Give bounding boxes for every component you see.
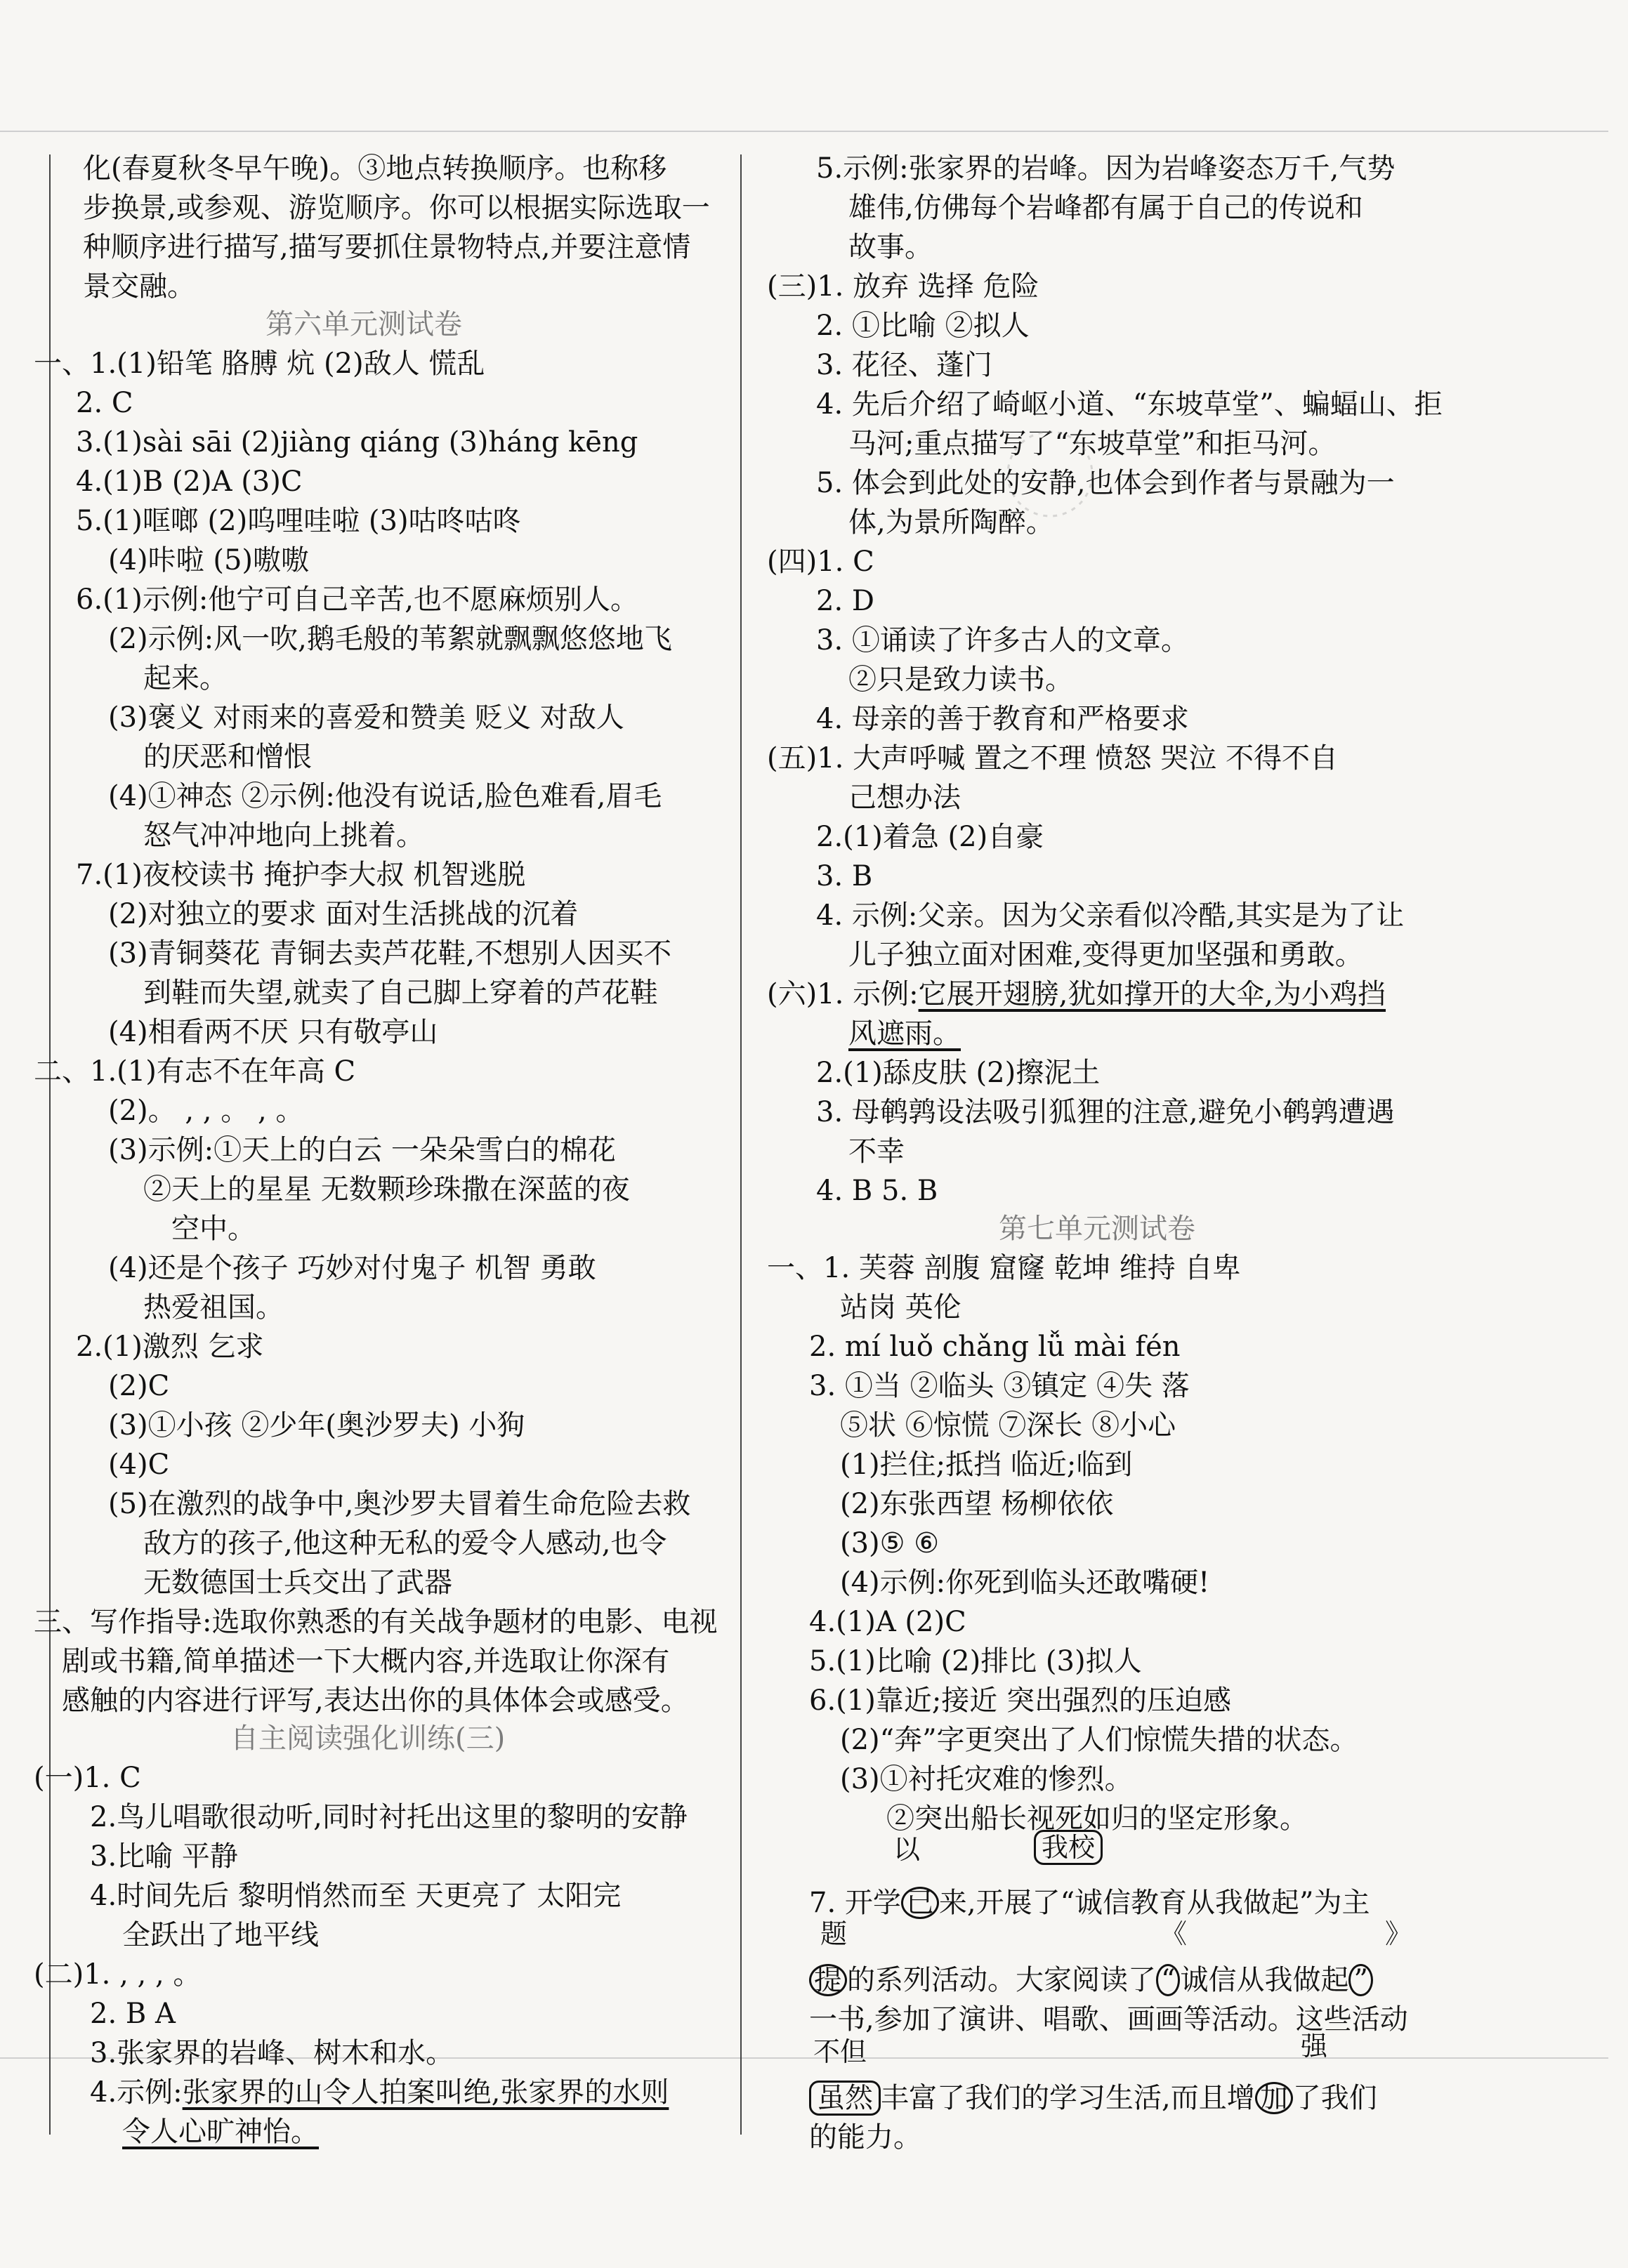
answer-line: (5)在激烈的战争中,奥沙罗夫冒着生命危险去救 xyxy=(108,1488,691,1520)
circled-word: 虽然 xyxy=(809,2081,881,2116)
answer-line: (3)①衬托灾难的惨烈。 xyxy=(840,1763,1133,1795)
inserted-word: 我校 xyxy=(1034,1830,1103,1865)
answer-line: 不幸 xyxy=(848,1135,905,1168)
answer-text: 诚信从我做起 xyxy=(1180,1964,1349,1996)
answer-line: 种顺序进行描写,描写要抓住景物特点,并要注意情 xyxy=(83,231,691,263)
answer-line: 二、1.(1)有志不在年高 C xyxy=(34,1055,356,1088)
answer-line: (四)1. C xyxy=(767,546,874,578)
answer-line: 3.张家界的岩峰、树木和水。 xyxy=(90,2037,454,2069)
answer-text: 丰富了我们的学习生活,而且增 xyxy=(881,2082,1255,2114)
answer-text: 开展了“诚信教育从我做起”为主 xyxy=(976,1887,1370,1919)
answer-line: 4. 先后介绍了崎岖小道、“东坡草堂”、蝙蝠山、拒 xyxy=(816,388,1443,421)
answer-line: 怒气冲冲地向上挑着。 xyxy=(143,819,424,852)
answer-line: (4)示例:你死到临头还敢嘴硬! xyxy=(840,1567,1210,1599)
answer-line: 敌方的孩子,他这种无私的爱令人感动,也令 xyxy=(143,1527,667,1560)
answer-line: (4)咔啦 (5)嗷嗷 xyxy=(108,544,310,576)
answer-line: (一)1. C xyxy=(34,1762,141,1794)
answer-line: (五)1. 大声呼喊 置之不理 愤怒 哭泣 不得不自 xyxy=(767,742,1338,774)
answer-text: 来, xyxy=(938,1887,976,1919)
answer-line: ⑤状 ⑥惊慌 ⑦深长 ⑧小心 xyxy=(840,1409,1176,1442)
answer-line: 2.鸟儿唱歌很动听,同时衬托出这里的黎明的安静 xyxy=(90,1801,688,1833)
answer-line: (三)1. 放弃 选择 危险 xyxy=(767,270,1039,303)
answer-line: (3)示例:①天上的白云 一朵朵雪白的棉花 xyxy=(108,1134,616,1166)
answer-line: 一、1.(1)铅笔 胳膊 炕 (2)敌人 慌乱 xyxy=(34,348,485,380)
answer-line: 4. B 5. B xyxy=(816,1175,938,1207)
answer-line: (1)拦住;抵挡 临近;临到 xyxy=(840,1449,1133,1481)
answer-line: 马河;重点描写了“东坡草堂”和拒马河。 xyxy=(848,428,1337,460)
circled-char: 已 xyxy=(901,1887,939,1919)
top-rule xyxy=(0,131,1608,132)
answer-line: 2. C xyxy=(76,387,133,419)
answer-prefix: 7. 开学 xyxy=(809,1887,901,1919)
answer-line: 三、写作指导:选取你熟悉的有关战争题材的电影、电视 xyxy=(34,1606,718,1638)
answer-line: (4)①神态 ②示例:他没有说话,脸色难看,眉毛 xyxy=(108,780,662,812)
answer-line: 感触的内容进行评写,表达出你的具体体会或感受。 xyxy=(62,1684,689,1717)
answer-line: 2. D xyxy=(816,585,874,617)
answer-line: 2. mí luǒ chǎng lǚ mài fén xyxy=(809,1331,1181,1363)
correction-mark: 《 xyxy=(1160,1918,1188,1949)
answer-line: 4. 母亲的善于教育和严格要求 xyxy=(816,703,1189,735)
circled-char: 加 xyxy=(1255,2082,1293,2114)
answer-line xyxy=(90,2073,669,2112)
left-margin-line xyxy=(49,154,51,2135)
answer-line: 2.(1)舔皮肤 (2)擦泥土 xyxy=(816,1057,1101,1089)
answer-line: 2.(1)着急 (2)自豪 xyxy=(816,821,1044,853)
answer-line: 5. 体会到此处的安静,也体会到作者与景融为一 xyxy=(816,467,1395,499)
correction-char: 强 xyxy=(1301,2031,1328,2062)
answer-line: 全跃出了地平线 xyxy=(122,1919,319,1951)
answer-line: 3. ①诵读了许多古人的文章。 xyxy=(816,624,1189,657)
answer-line: (2)。 , , 。 , 。 xyxy=(108,1095,304,1127)
answer-line: 3.比喻 平静 xyxy=(90,1840,238,1873)
answer-text: 的系列活动。大家阅读了 xyxy=(847,1964,1156,1996)
answer-line: 4. 示例:父亲。因为父亲看似冷酷,其实是为了让 xyxy=(816,899,1405,932)
answer-line: (4)相看两不厌 只有敬亭山 xyxy=(108,1016,438,1048)
answer-line: 2.(1)激烈 乞求 xyxy=(76,1331,264,1363)
answer-line: (3)①小孩 ②少年(奥沙罗夫) 小狗 xyxy=(108,1409,525,1442)
answer-line: (2)“奔”字更突出了人们惊慌失措的状态。 xyxy=(840,1724,1358,1756)
answer-line: 己想办法 xyxy=(848,782,961,814)
answer-line: (3)褒义 对雨来的喜爱和赞美 贬义 对敌人 xyxy=(108,701,624,734)
answer-line: (2)C xyxy=(108,1370,170,1402)
answer-line xyxy=(767,975,1386,1014)
answer-line: 4.时间先后 黎明悄然而至 天更亮了 太阳完 xyxy=(90,1880,622,1912)
answer-line: 4.(1)B (2)A (3)C xyxy=(76,466,303,498)
column-divider xyxy=(740,154,742,2135)
answer-line: 体,为景所陶醉。 xyxy=(848,506,1054,539)
answer-line: 6.(1)靠近;接近 突出强烈的压迫感 xyxy=(809,1684,1232,1717)
answer-line: (2)对独立的要求 面对生活挑战的沉着 xyxy=(108,898,579,930)
answer-line: 到鞋而失望,就卖了自己脚上穿着的芦花鞋 xyxy=(143,977,658,1009)
answer-line: (4)还是个孩子 巧妙对付鬼子 机智 勇敢 xyxy=(108,1252,596,1284)
answer-line: 6.(1)示例:他宁可自己辛苦,也不愿麻烦别人。 xyxy=(76,584,639,616)
faint-watermark-stamp xyxy=(997,421,1103,527)
answer-line: 化(春夏秋冬早午晚)。③地点转换顺序。也称移 xyxy=(83,152,667,185)
answer-line: 2. ①比喻 ②拟人 xyxy=(816,310,1030,342)
circled-char: 提 xyxy=(809,1964,847,1996)
insert-mark-text: 以 xyxy=(893,1834,921,1865)
answer-line: 5.(1)比喻 (2)排比 (3)拟人 xyxy=(809,1645,1142,1677)
answer-line: 3.(1)sài sāi (2)jiàng qiáng (3)háng kēng xyxy=(76,426,638,459)
correction-mark: 》 xyxy=(1385,1918,1412,1949)
answer-line: 2. B A xyxy=(90,1998,176,2030)
answer-line: ②突出船长视死如归的坚定形象。 xyxy=(886,1802,1308,1835)
answer-line: 的厌恶和憎恨 xyxy=(143,741,312,773)
answer-line: 剧或书籍,简单描述一下大概内容,并选取让你深有 xyxy=(62,1645,670,1677)
answer-line: 空中。 xyxy=(171,1213,256,1245)
correction-char: 题 xyxy=(820,1918,848,1949)
answer-text: 了我们 xyxy=(1292,2082,1377,2114)
circled-char: “ xyxy=(1156,1964,1180,1996)
answer-line: 步换景,或参观、游览顺序。你可以根据实际选取一 xyxy=(83,192,710,224)
answer-line: 5.示例:张家界的岩峰。因为岩峰姿态万千,气势 xyxy=(816,152,1396,185)
answer-line: 雄伟,仿佛每个岩峰都有属于自己的传说和 xyxy=(848,192,1363,224)
answer-line: 站岗 英伦 xyxy=(840,1291,961,1324)
answer-line: (3)青铜葵花 青铜去卖芦花鞋,不想别人因买不 xyxy=(108,937,672,970)
underlined-answer: 张家界的山令人拍案叫绝,张家界的水则 xyxy=(182,2076,669,2109)
answer-line: 4.(1)A (2)C xyxy=(809,1606,966,1638)
answer-line: 3. 母鹌鹑设法吸引狐狸的注意,避免小鹌鹑遭遇 xyxy=(816,1096,1395,1128)
proofread-line xyxy=(809,1883,1370,1923)
underlined-answer: 令人心旷神怡。 xyxy=(122,2116,319,2148)
answer-line: (4)C xyxy=(108,1449,170,1481)
answer-line: 3. 花径、蓬门 xyxy=(816,349,992,381)
answer-prefix: 4.示例: xyxy=(90,2076,183,2109)
proofread-line xyxy=(809,1960,1373,2000)
answer-line: ②天上的星星 无数颗珍珠撒在深蓝的夜 xyxy=(143,1173,630,1206)
answer-line: 无数德国士兵交出了武器 xyxy=(143,1567,452,1599)
answer-prefix: (六)1. 示例: xyxy=(767,978,919,1010)
section-heading-unit-7: 第七单元测试卷 xyxy=(999,1213,1195,1245)
answer-line: (二)1. , , , 。 xyxy=(34,1958,202,1991)
answer-line: 热爱祖国。 xyxy=(143,1291,284,1324)
proofread-line: 的能力。 xyxy=(809,2121,921,2154)
section-heading-unit-6: 第六单元测试卷 xyxy=(265,308,462,341)
answer-line: 7.(1)夜校读书 掩护李大叔 机智逃脱 xyxy=(76,859,526,891)
circled-char: ” xyxy=(1348,1964,1372,1996)
underlined-answer: 风遮雨。 xyxy=(848,1017,961,1050)
answer-line: ②只是致力读书。 xyxy=(848,664,1073,696)
answer-line: (3)⑤ ⑥ xyxy=(840,1527,940,1560)
proofread-line: 一书,参加了演讲、唱歌、画画等活动。这些活动 xyxy=(809,2003,1408,2036)
section-heading-reading-3: 自主阅读强化训练(三) xyxy=(230,1722,506,1755)
proofread-line xyxy=(809,2078,1377,2118)
answer-line: 3. ①当 ②临头 ③镇定 ④失 落 xyxy=(809,1370,1190,1402)
answer-line: 故事。 xyxy=(848,231,933,263)
answer-line: 儿子独立面对困难,变得更加坚强和勇敢。 xyxy=(848,939,1363,971)
answer-line: (2)示例:风一吹,鹅毛般的苇絮就飘飘悠悠地飞 xyxy=(108,623,672,655)
answer-line: 3. B xyxy=(816,860,873,892)
answer-line: 一、1. 芙蓉 剖腹 窟窿 乾坤 维持 自卑 xyxy=(767,1252,1241,1284)
answer-line: 5.(1)哐啷 (2)呜哩哇啦 (3)咕咚咕咚 xyxy=(76,505,521,537)
answer-line: 起来。 xyxy=(143,662,228,694)
insert-mark-box xyxy=(1034,1830,1103,1865)
underlined-answer: 它展开翅膀,犹如撑开的大伞,为小鸡挡 xyxy=(918,978,1386,1010)
answer-line: (2)东张西望 杨柳依依 xyxy=(840,1488,1114,1520)
answer-line: 景交融。 xyxy=(83,270,195,303)
correction-word: 不但 xyxy=(813,2036,867,2067)
